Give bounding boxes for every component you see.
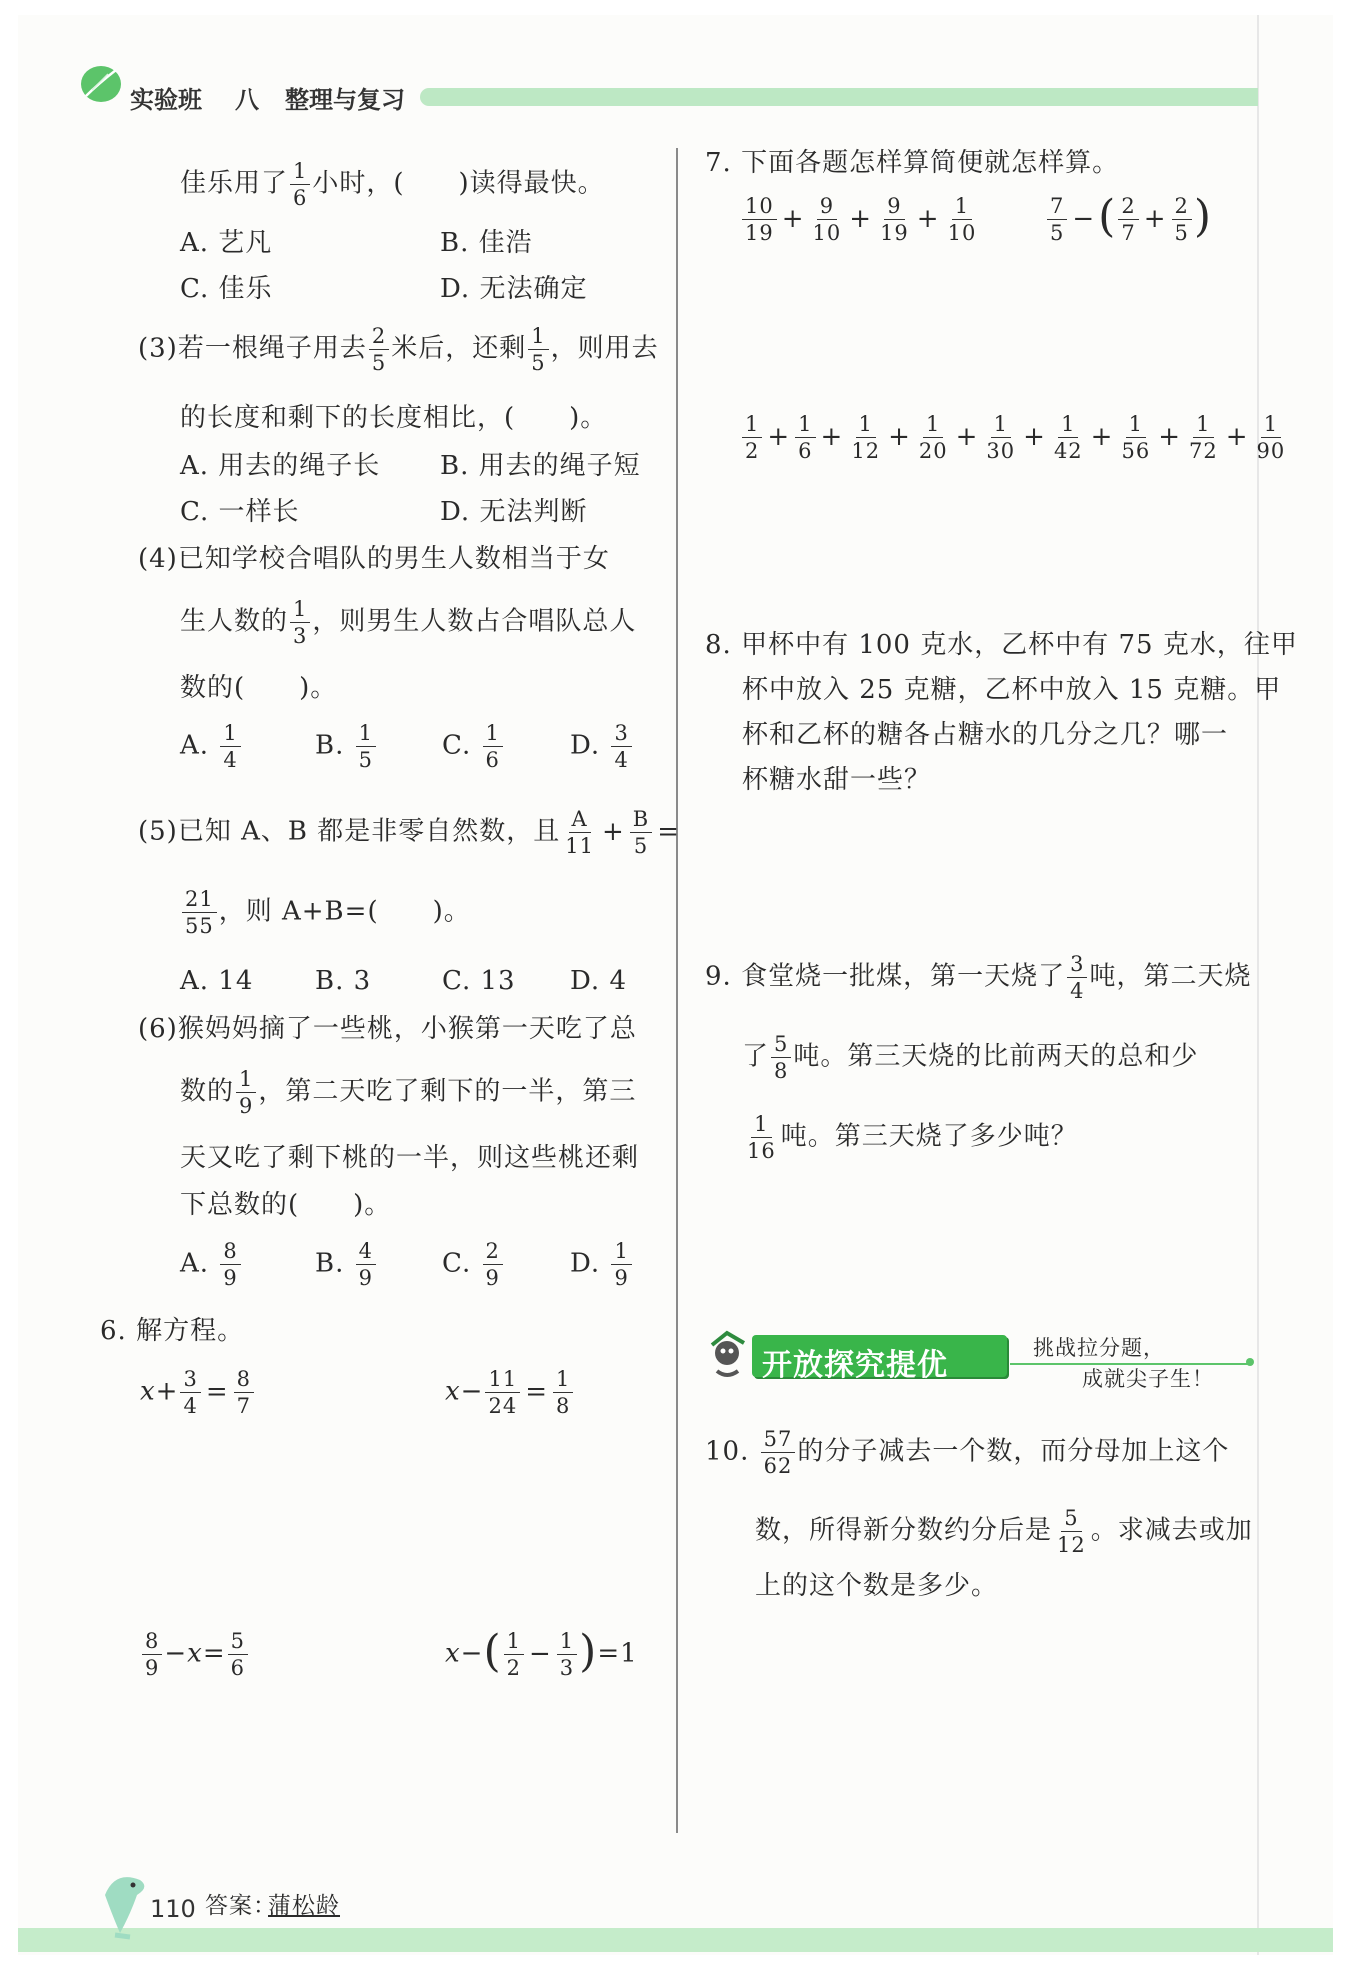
q5-fraction-result: $\frac{21}{55}$ (182, 888, 217, 937)
q10-line3: 上的这个数是多少。 (755, 1571, 999, 1601)
calc-expression-3 (740, 413, 1290, 462)
expression-3-fraction: $\frac{1}{42}$ (1053, 412, 1083, 464)
expression-3-fraction: $\frac{1}{72}$ (1189, 412, 1218, 464)
banner-title-box (752, 1335, 1007, 1383)
q4-line3: 数的( )。 (180, 673, 338, 703)
header-series: 实验班 (130, 86, 202, 114)
equation-2: x− $\frac{11}{24}$ = $\frac{1}{8}$ (445, 1368, 575, 1417)
plus-sign: + (955, 421, 979, 452)
q6-fraction: $\frac{1}{9}$ (236, 1068, 256, 1117)
q2-fraction: $\frac{1}{6}$ (290, 160, 310, 209)
q2-text-post: 小时，( )读得最快。 (312, 168, 605, 199)
q5-line1: (5)已知 A、B 都是非零自然数，且 $\frac{A}{11}$ + $\frac{B}{5}$ = (138, 807, 681, 859)
q9-line3: $\frac{1}{16}$ 吨。第三天烧了多少吨？ (747, 1112, 1078, 1164)
q6-option-c: C. $\frac{2}{9}$ (442, 1240, 505, 1289)
banner-title: 开放探究提优 (762, 1348, 948, 1383)
q3-option-c: C. 一样长 (180, 497, 300, 527)
footer-band (18, 1928, 1333, 1952)
header-band (420, 88, 1258, 106)
banner-underline (1010, 1363, 1250, 1365)
q4-option-d: D. $\frac{3}{4}$ (570, 722, 634, 771)
plus-sign: + (1023, 421, 1046, 452)
equation-1: x+ $\frac{3}{4}$ = $\frac{8}{7}$ (140, 1368, 256, 1417)
plus-sign: + (1225, 421, 1249, 452)
q6-line1: (6)猴妈妈摘了一些桃，小猴第一天吃了总 (138, 1014, 637, 1044)
q3-option-a: A. 用去的绳子长 (180, 451, 381, 481)
q6-option-a: A. $\frac{8}{9}$ (180, 1240, 243, 1289)
header-unit: 八 (235, 86, 259, 114)
q5-option-b: B. 3 (315, 966, 372, 996)
plus-sign: + (888, 421, 911, 452)
expression-3-fraction: $\frac{1}{20}$ (918, 412, 948, 464)
expression-3-fraction: $\frac{1}{30}$ (986, 412, 1016, 464)
q3-line2: 的长度和剩下的长度相比，( )。 (180, 403, 608, 433)
plus-sign: + (1158, 421, 1181, 452)
q4-fraction: $\frac{1}{3}$ (290, 598, 310, 647)
footer-answer-name: 蒲松龄 (268, 1893, 340, 1919)
q10-line2: 数，所得新分数约分后是 $\frac{5}{12}$ 。求减去或加 (755, 1506, 1253, 1558)
q3-option-b: B. 用去的绳子短 (440, 451, 641, 481)
q4-option-b: B. $\frac{1}{5}$ (315, 722, 378, 771)
leaf-logo-icon (78, 62, 124, 106)
q6-line4: 下总数的( )。 (180, 1190, 392, 1220)
equation-4: x−( $\frac{1}{2}$ − $\frac{1}{3}$ )=1 (445, 1625, 638, 1681)
expression-3-fraction: $\frac{1}{90}$ (1256, 412, 1286, 464)
q4-option-c: C. $\frac{1}{6}$ (442, 722, 505, 771)
q3-option-d: D. 无法判断 (440, 497, 588, 527)
section-6-title: 6. 解方程。 (100, 1316, 245, 1346)
q5-option-d: D. 4 (570, 966, 627, 996)
expression-3-fraction: $\frac{1}{6}$ (795, 413, 815, 462)
q5-option-c: C. 13 (442, 966, 516, 996)
banner-dot (1246, 1358, 1254, 1366)
equation-3: $\frac{8}{9}$ −x= $\frac{5}{6}$ (140, 1630, 250, 1679)
q4-line1: (4)已知学校合唱队的男生人数相当于女 (138, 544, 610, 574)
q2-option-b: B. 佳浩 (440, 228, 533, 258)
banner-slogan-1: 挑战拉分题， (1033, 1336, 1165, 1360)
calc-expression-2: $\frac{7}{5}$ −( $\frac{2}{7}$ + $\frac{2}{5}$ ) (1045, 195, 1212, 244)
q3-fraction-used: $\frac{2}{5}$ (369, 325, 389, 374)
q2-line (180, 160, 605, 209)
plus-sign: + (1090, 421, 1114, 452)
section-7-title: 7. 下面各题怎样算简便就怎样算。 (705, 148, 1120, 178)
expression-3-fraction: $\frac{1}{12}$ (851, 412, 881, 464)
q5-fraction-b: $\frac{B}{5}$ (630, 808, 652, 857)
plus-sign: + (820, 421, 844, 452)
q6-option-b: B. $\frac{4}{9}$ (315, 1240, 378, 1289)
q9-line1: 9. 食堂烧一批煤，第一天烧了 $\frac{3}{4}$ 吨，第二天烧 (705, 952, 1252, 1004)
expression-3-fraction: $\frac{1}{2}$ (742, 413, 762, 462)
q6-option-d: D. $\frac{1}{9}$ (570, 1240, 634, 1289)
q6-line3: 天又吃了剩下桃的一半，则这些桃还剩 (180, 1143, 640, 1173)
expression-3-fraction: $\frac{1}{56}$ (1121, 412, 1151, 464)
footer-answer-label: 答案： (205, 1893, 277, 1919)
calc-expression-1: $\frac{10}{19}$ + $\frac{9}{10}$ + $\frac{9}{19}$ + $\frac{1}{10}$ (740, 195, 981, 244)
q10-line1: 10. $\frac{57}{62}$ 的分子减去一个数，而分母加上这个 (705, 1427, 1230, 1479)
plus-sign: + (767, 421, 791, 452)
column-divider (676, 148, 678, 1833)
q3-line1: (3)若一根绳子用去 $\frac{2}{5}$ 米后，还剩 $\frac{1}{5}$ ，则用去 (138, 324, 659, 376)
banner-slogan-2: 成就尖子生！ (1082, 1367, 1214, 1391)
q2-option-d: D. 无法确定 (440, 274, 588, 304)
mascot-icon (700, 1325, 755, 1383)
q8-line2: 杯中放入 25 克糖，乙杯中放入 15 克糖。甲 (742, 675, 1282, 705)
q3-fraction-left: $\frac{1}{5}$ (528, 325, 548, 374)
q5-option-a: A. 14 (180, 966, 254, 996)
q8-line1: 8. 甲杯中有 100 克水，乙杯中有 75 克水，往甲 (705, 630, 1298, 660)
q4-line2: 生人数的 $\frac{1}{3}$ ，则男生人数占合唱队总人 (180, 597, 637, 649)
page-number: 110 (150, 1895, 196, 1923)
q2-option-c: C. 佳乐 (180, 274, 273, 304)
q2-option-a: A. 艺凡 (180, 228, 273, 258)
q8-line4: 杯糖水甜一些？ (742, 765, 932, 795)
page-edge-line (1257, 15, 1259, 1955)
q8-line3: 杯和乙杯的糖各占糖水的几分之几？哪一 (742, 720, 1229, 750)
q9-line2: 了 $\frac{5}{8}$ 吨。第三天烧的比前两天的总和少 (742, 1032, 1199, 1084)
q2-text-pre: 佳乐用了 (180, 168, 289, 199)
q4-option-a: A. $\frac{1}{4}$ (180, 722, 243, 771)
q5-line2: $\frac{21}{55}$ ，则 A+B=( )。 (180, 888, 471, 937)
header-title: 整理与复习 (285, 86, 405, 114)
q5-fraction-a: $\frac{A}{11}$ (565, 807, 594, 859)
q6-line2: 数的 $\frac{1}{9}$ ，第二天吃了剩下的一半，第三 (180, 1067, 637, 1119)
dolphin-icon (95, 1865, 155, 1945)
